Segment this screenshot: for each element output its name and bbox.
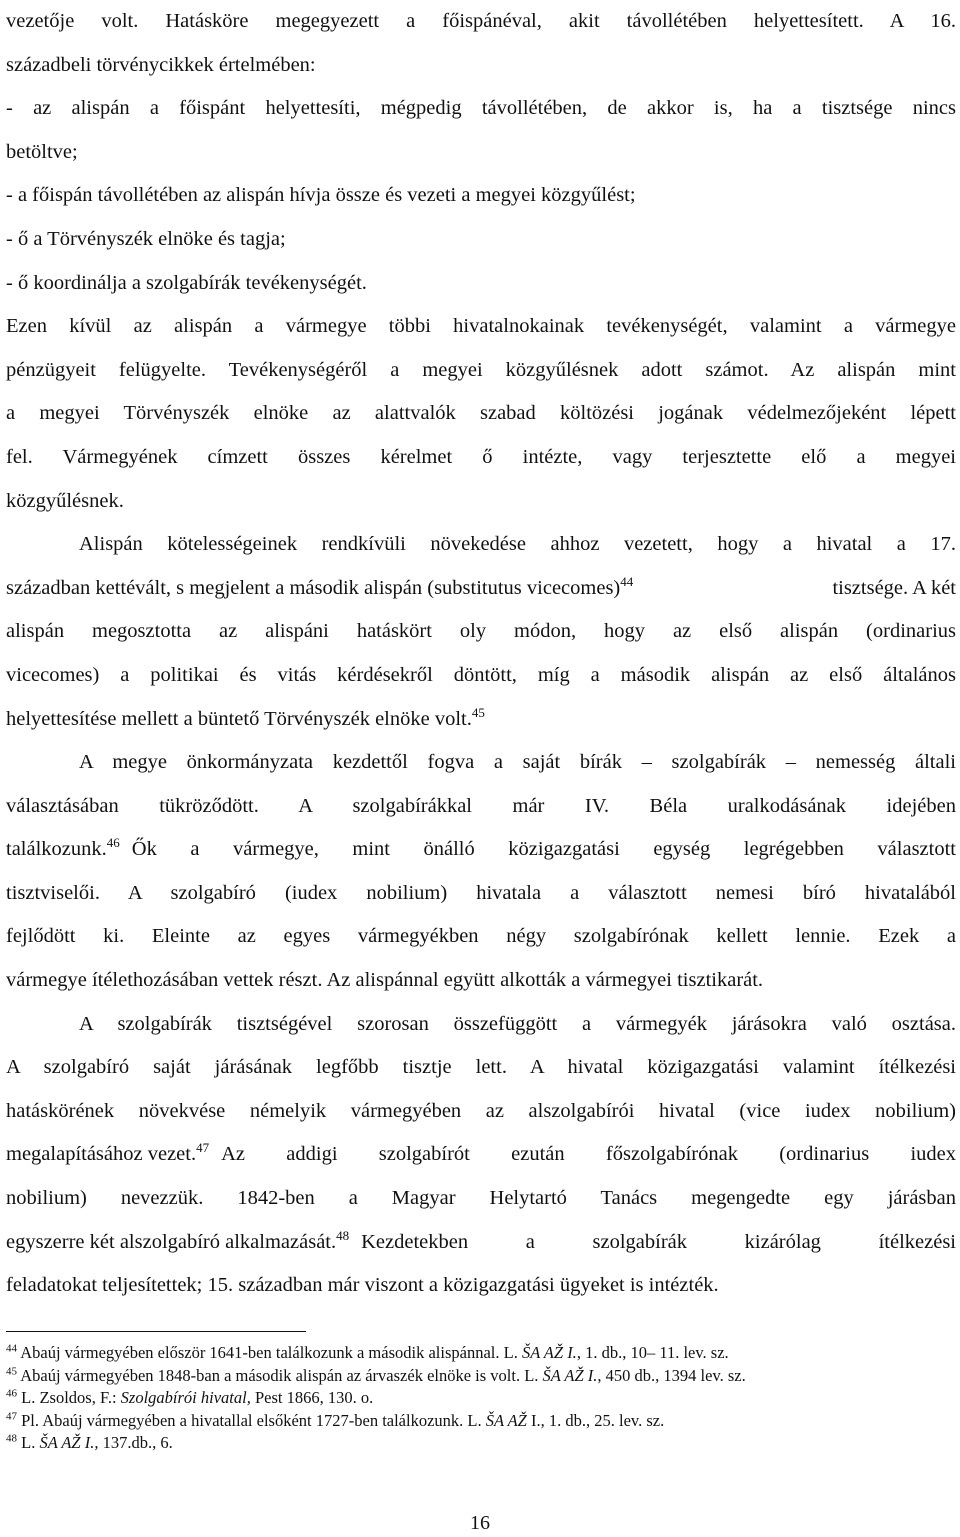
page-number: 16 xyxy=(470,1512,490,1534)
footnote-44: $^{44}$ Abaúj vármegyében először 1641-ben találkozunk a második alispánnal. L. ŠA AŽ I., 1. db., 10– 11. lev. sz. xyxy=(6,1342,729,1362)
text-line: Alispán kötelességeinek rendkívüli növekedése ahhoz vezetett, hogy a hivatal a 17. xyxy=(79,533,956,556)
footnote-ref-48[interactable]: 48 xyxy=(336,1227,350,1243)
text-line: fel. Vármegyének címzett összes kérelmet ő intézte, vagy terjesztette elő a megyei xyxy=(6,445,956,468)
text-line: - ő a Törvényszék elnöke és tagja; xyxy=(6,227,286,250)
text-line: századbeli törvénycikkek értelmében: xyxy=(6,53,316,76)
text-line: tisztviselői. A szolgabíró (iudex nobilium) hivatala a választott nemesi bíró hivatalából xyxy=(6,881,956,904)
text-line: fejlődött ki. Eleinte az egyes vármegyékben négy szolgabírónak kellett lennie. Ezek a xyxy=(6,925,956,948)
text-line: - ő koordinálja a szolgabírák tevékenységét. xyxy=(6,271,367,294)
text-line: vezetője volt. Hatásköre megegyezett a főispánéval, akit távollétében helyettesített. A 16. xyxy=(6,10,956,32)
text-line: nobilium) nevezzük. 1842-ben a Magyar Helytartó Tanács megengedte egy járásban xyxy=(6,1187,956,1210)
text-line: betöltve; xyxy=(6,140,78,163)
text-line: választásában tükröződött. A szolgabírákkal már IV. Béla uralkodásának idejében xyxy=(6,794,956,817)
text-line: helyettesítése mellett a büntető Törvényszék elnöke volt.$^{45}$ xyxy=(6,704,485,730)
footnote-ref-47[interactable]: 47 xyxy=(196,1140,210,1156)
text-line: feladatokat teljesítettek; 15. században már viszont a közigazgatási ügyeket is intézték. xyxy=(6,1274,719,1297)
footnote-ref-44[interactable]: 44 xyxy=(620,573,634,589)
text-line: A szolgabírák tisztségével szorosan összefüggött a vármegyék járásokra való osztása. xyxy=(79,1012,956,1035)
text-line: hatáskörének növekvése némelyik vármegyében az alszolgabírói hivatal (vice iudex nobilium) xyxy=(6,1099,956,1122)
footnote-ref-46[interactable]: 46 xyxy=(106,835,120,851)
text-line: megalapításához vezet.$^{47}$ Az addigi szolgabírót ezután főszolgabírónak (ordinarius iudex xyxy=(6,1140,956,1166)
text-line: közgyűlésnek. xyxy=(6,489,124,512)
text-line: a megyei Törvényszék elnöke az alattvalók szabad költözési jogának védelmezőjeként lépett xyxy=(6,402,956,425)
text-line: században kettévált, s megjelent a második alispán (substitutus vicecomes)$^{44}$ tisztsége. A két xyxy=(6,573,956,599)
text-line: vicecomes) a politikai és vitás kérdésekről döntött, míg a második alispán az első általános xyxy=(6,663,956,686)
text-line: alispán megosztotta az alispáni hatáskört oly módon, hogy az első alispán (ordinarius xyxy=(6,620,956,643)
footnote-48: $^{48}$ L. ŠA AŽ I., 137.db., 6. xyxy=(6,1432,173,1452)
footnote-45: $^{45}$ Abaúj vármegyében 1848-ban a második alispán az árvaszék elnöke is volt. L. ŠA AŽ I., 450 db., 1394 lev. sz. xyxy=(6,1365,746,1385)
text-line: Ezen kívül az alispán a vármegye többi hivatalnokainak tevékenységét, valamint a vármegye xyxy=(6,315,956,338)
text-line: A megye önkormányzata kezdettől fogva a saját bírák – szolgabírák – nemesség általi xyxy=(79,751,956,774)
footnote-separator xyxy=(6,1331,306,1332)
footnotes xyxy=(6,1342,956,1455)
text-line: A szolgabíró saját járásának legfőbb tisztje lett. A hivatal közigazgatási valamint ítélkezési xyxy=(6,1056,956,1079)
text-line: - a főispán távollétében az alispán hívja össze és vezeti a megyei közgyűlést; xyxy=(6,184,636,207)
footnote-ref-45[interactable]: 45 xyxy=(471,704,485,720)
text-line: találkozunk.$^{46}$ Ők a vármegye, mint önálló közigazgatási egység legrégebben választott xyxy=(6,835,956,861)
text-line: - az alispán a főispánt helyettesíti, mégpedig távollétében, de akkor is, ha a tisztsége nincs xyxy=(6,97,956,120)
text-line: vármegye ítélethozásában vettek részt. Az alispánnal együtt alkották a vármegyei tisztikarát. xyxy=(6,969,764,992)
footnote-46: $^{46}$ L. Zsoldos, F.: Szolgabírói hivatal, Pest 1866, 130. o. xyxy=(6,1387,374,1407)
text-line: pénzügyeit felügyelte. Tevékenységéről a megyei közgyűlésnek adott számot. Az alispán mint xyxy=(6,358,956,381)
text-line: egyszerre két alszolgabíró alkalmazását.$^{48}$ Kezdetekben a szolgabírák kizárólag ítélkezési xyxy=(6,1227,956,1253)
footnote-47: $^{47}$ Pl. Abaúj vármegyében a hivatallal elsőként 1727-ben találkozunk. L. ŠA AŽ I., 1. db., 25. lev. sz. xyxy=(6,1410,665,1430)
